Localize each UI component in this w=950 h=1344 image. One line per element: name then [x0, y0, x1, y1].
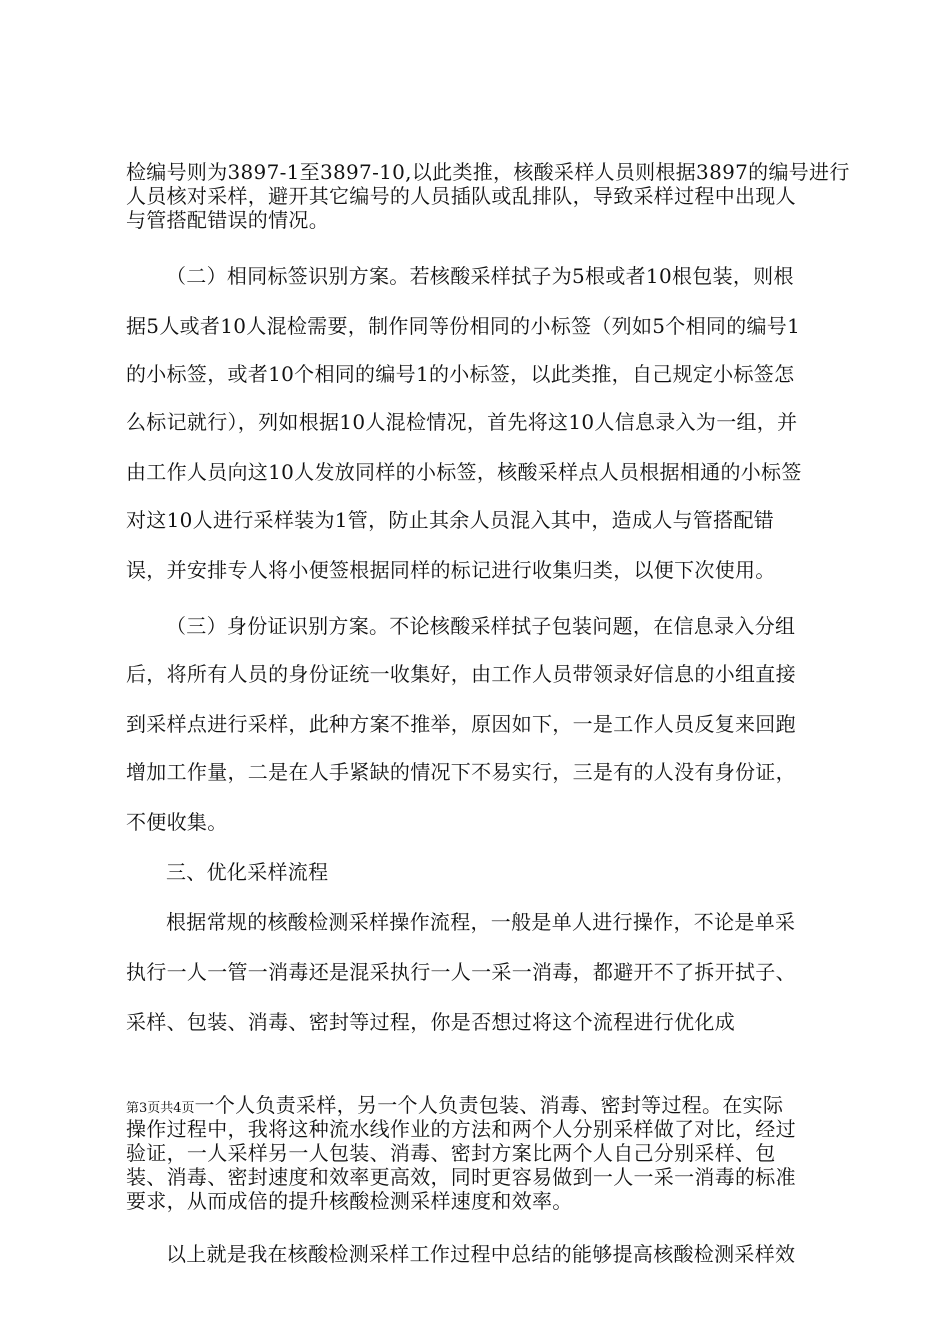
paragraph-line: 验证，一人采样另一人包装、消毒、密封方案比两个人自己分别采样、包	[126, 1141, 776, 1165]
paragraph-line: （二）相同标签识别方案。若核酸采样拭子为5根或者10根包装，则根	[166, 264, 794, 288]
paragraph-line: 对这10人进行采样装为1管，防止其余人员混入其中，造成人与管搭配错	[126, 508, 775, 532]
paragraph-line: 要求，从而成倍的提升核酸检测采样速度和效率。	[126, 1189, 573, 1213]
paragraph-line: 根据常规的核酸检测采样操作流程，一般是单人进行操作，不论是单采	[166, 910, 796, 934]
paragraph-line: 装、消毒、密封速度和效率更高效，同时更容易做到一人一采一消毒的标准	[126, 1165, 796, 1189]
paragraph-line: （三）身份证识别方案。不论核酸采样拭子包装问题，在信息录入分组	[166, 614, 796, 638]
paragraph-line: 的小标签，或者10个相同的编号1的小标签，以此类推，自己规定小标签怎	[126, 362, 795, 386]
paragraph-line: 与管搭配错误的情况。	[126, 208, 329, 232]
paragraph-line: 检编号则为3897-1至3897-10,以此类推，核酸采样人员则根据3897的编号进行	[126, 160, 850, 184]
section-heading: 三、优化采样流程	[166, 860, 329, 884]
paragraph-line: 不便收集。	[126, 810, 228, 834]
paragraph-line-text: 一个人负责采样，另一个人负责包装、消毒、密封等过程。在实际	[194, 1093, 784, 1117]
paragraph-line: 操作过程中，我将这种流水线作业的方法和两个人分别采样做了对比，经过	[126, 1117, 796, 1141]
paragraph-line: 到采样点进行采样，此种方案不推举，原因如下，一是工作人员反复来回跑	[126, 712, 796, 736]
paragraph-line: 误，并安排专人将小便签根据同样的标记进行收集归类，以便下次使用。	[126, 558, 776, 582]
paragraph-line: 人员核对采样，避开其它编号的人员插队或乱排队，导致采样过程中出现人	[126, 184, 796, 208]
paragraph-line: 增加工作量，二是在人手紧缺的情况下不易实行，三是有的人没有身份证，	[126, 760, 796, 784]
paragraph-line: 执行一人一管一消毒还是混采执行一人一采一消毒，都避开不了拆开拭子、	[126, 960, 796, 984]
paragraph-line: 采样、包装、消毒、密封等过程，你是否想过将这个流程进行优化成	[126, 1010, 735, 1034]
paragraph-line: 么标记就行），列如根据10人混检情况，首先将这10人信息录入为一组，并	[126, 410, 798, 434]
paragraph-line: 以上就是我在核酸检测采样工作过程中总结的能够提高核酸检测采样效	[166, 1242, 796, 1266]
paragraph-line: 据5人或者10人混检需要，制作同等份相同的小标签（列如5个相同的编号1	[126, 314, 801, 338]
paragraph-line: 后，将所有人员的身份证统一收集好，由工作人员带领录好信息的小组直接	[126, 662, 796, 686]
page-number-tag: 第3页共4页	[126, 1101, 195, 1116]
paragraph-line: 由工作人员向这10人发放同样的小标签，核酸采样点人员根据相通的小标签	[126, 460, 802, 484]
